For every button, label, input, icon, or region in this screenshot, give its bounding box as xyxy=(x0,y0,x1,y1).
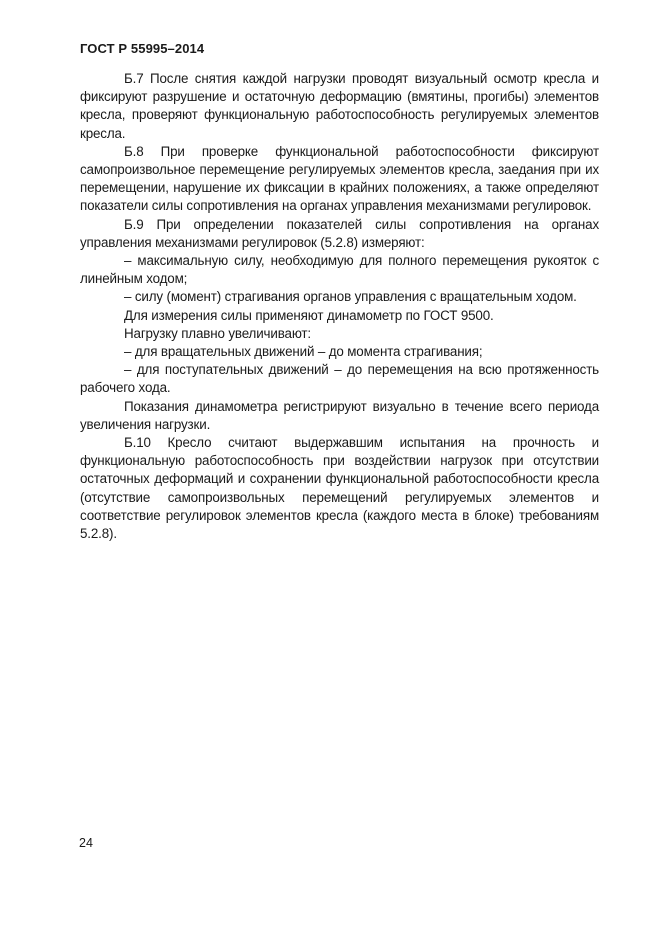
paragraph-b7: Б.7 После снятия каждой нагрузки проводят визуальный осмотр кресла и фиксируют разрушение и остаточную деформацию (вмятины, прогибы) элементов кресла, проверяют функциональную работоспособность регулируемых элементов кресла. xyxy=(80,71,599,141)
document-header: ГОСТ Р 55995–2014 xyxy=(80,41,205,56)
document-body xyxy=(80,70,599,543)
list-item-translational: – для поступательных движений – до перемещения на всю протяженность рабочего хода. xyxy=(80,362,599,396)
list-item-moment: – силу (момент) страгивания органов управления с вращательным ходом. xyxy=(124,289,577,305)
paragraph-b8: Б.8 При проверке функциональной работоспособности фиксируют самопроизвольное перемещение регулируемых элементов кресла, заедания при их перемещении, нарушение их фиксации в крайних положениях, а также определяют показатели силы сопротивления на органах управления механизмами регулировок. xyxy=(80,143,599,214)
paragraph-readings: Показания динамометра регистрируют визуально в течение всего периода увеличения нагрузки. xyxy=(80,398,599,432)
page-number: 24 xyxy=(79,836,93,850)
paragraph-dynamometer: Для измерения силы применяют динамометр по ГОСТ 9500. xyxy=(124,307,494,323)
list-item-max-force: – максимальную силу, необходимую для полного перемещения рукояток с линейным ходом; xyxy=(80,253,599,287)
paragraph-load-increase: Нагрузку плавно увеличивают: xyxy=(124,325,311,341)
paragraph-b9: Б.9 При определении показателей силы сопротивления на органах управления механизмами регулировок (5.2.8) измеряют: xyxy=(80,216,599,250)
paragraph-b10: Б.10 Кресло считают выдержавшим испытания на прочность и функциональную работоспособность при воздействии нагрузок при отсутствии остаточных деформаций и сохранении функциональной работоспособности кресла (отсутствие самопроизвольных перемещений регулируемых элементов и соответствие регулировок элементов кресла (каждого места в блоке) требованиям 5.2.8). xyxy=(80,435,599,542)
list-item-rotational: – для вращательных движений – до момента страгивания; xyxy=(124,344,483,360)
